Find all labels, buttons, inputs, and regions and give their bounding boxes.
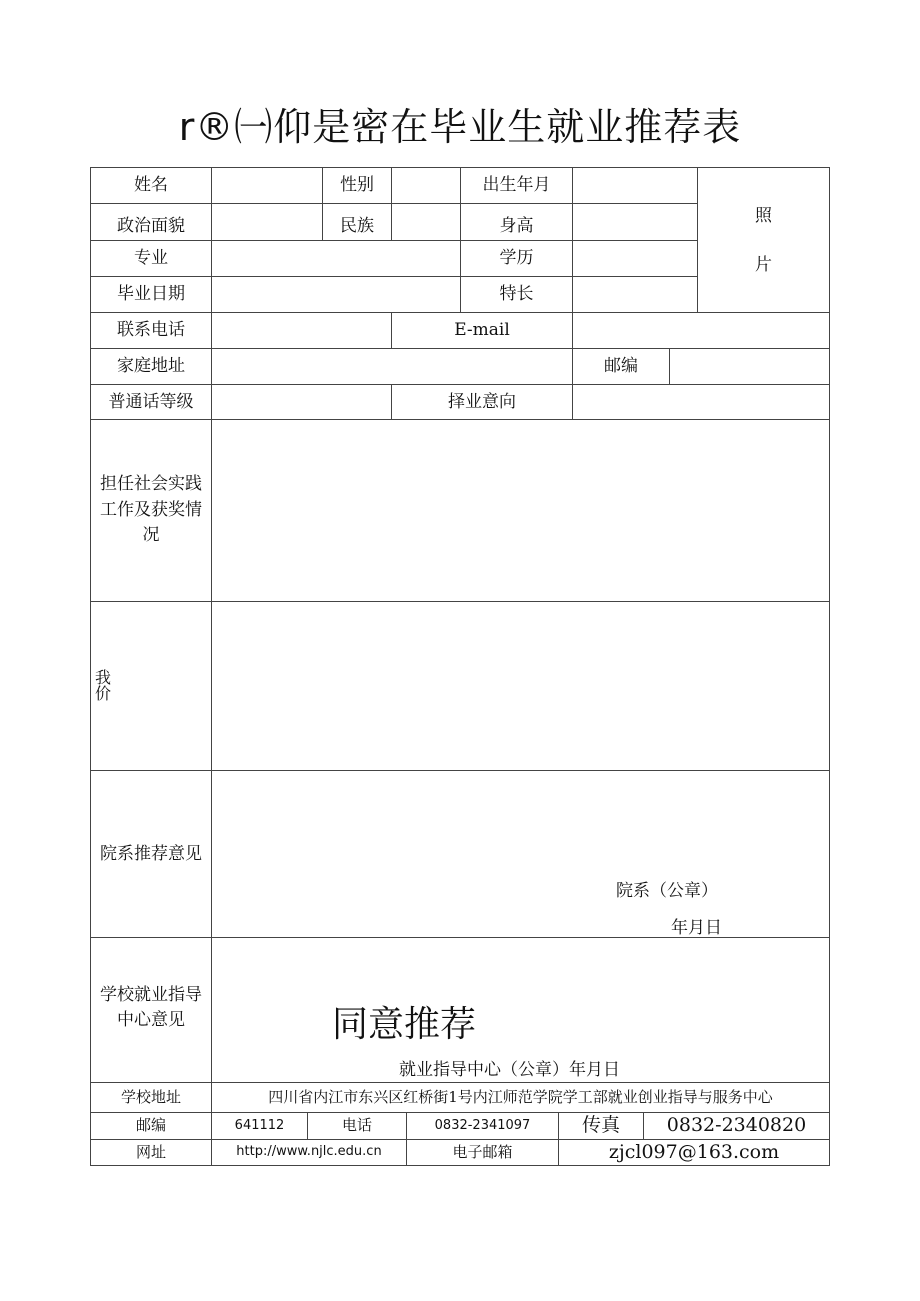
mandarin-label-text: 普通话等级 bbox=[108, 391, 194, 412]
major-label bbox=[90, 240, 212, 277]
education-label bbox=[460, 240, 573, 277]
page-title: r®㈠仰是密在毕业生就业推荐表 bbox=[178, 105, 742, 149]
school-postcode-value-text: 641112 bbox=[234, 1117, 285, 1133]
specialty-field[interactable] bbox=[572, 276, 698, 313]
school-mail-label-text: 电子邮箱 bbox=[452, 1142, 513, 1161]
practice-label bbox=[90, 419, 212, 602]
school-fax-label-text: 传真 bbox=[581, 1114, 620, 1137]
self-eval-label bbox=[90, 601, 212, 771]
school-mail-value[interactable] bbox=[558, 1139, 830, 1166]
dept-opinion-field[interactable] bbox=[211, 770, 830, 938]
school-postcode-value bbox=[211, 1112, 308, 1140]
dept-date: 年月日 bbox=[671, 918, 722, 938]
school-website-label-text: 网址 bbox=[135, 1142, 166, 1161]
birth-label bbox=[460, 167, 573, 204]
grad-date-label-text: 毕业日期 bbox=[117, 284, 185, 305]
school-website-link[interactable]: http://www.njlc.edu.cn bbox=[236, 1144, 382, 1160]
school-address-label-text: 学校地址 bbox=[120, 1087, 181, 1106]
height-field[interactable] bbox=[572, 203, 698, 241]
school-address-value-text: 四川省内江市东兴区红桥街1号内江师范学院学工部就业创业指导与服务中心 bbox=[268, 1087, 773, 1106]
practice-label-1: 担任社会实践 bbox=[100, 474, 202, 495]
center-opinion-label-1: 学校就业指导 bbox=[100, 984, 202, 1005]
postcode-label-text: 邮编 bbox=[604, 356, 638, 377]
practice-field[interactable] bbox=[211, 419, 830, 602]
school-fax-value bbox=[643, 1112, 830, 1140]
school-mail-label bbox=[406, 1139, 559, 1166]
school-postcode-label bbox=[90, 1112, 212, 1140]
center-stamp: 就业指导中心（公章）年月日 bbox=[399, 1060, 620, 1080]
major-label-text: 专业 bbox=[134, 248, 168, 269]
postcode-label bbox=[572, 348, 670, 385]
photo-placeholder bbox=[755, 204, 772, 277]
photo-label-2: 片 bbox=[755, 254, 772, 275]
postcode-field[interactable] bbox=[669, 348, 830, 385]
center-opinion-label-2: 中心意见 bbox=[117, 1010, 185, 1030]
political-field[interactable] bbox=[211, 203, 323, 241]
school-address-label bbox=[90, 1082, 212, 1113]
phone-field[interactable] bbox=[211, 312, 392, 349]
education-field[interactable] bbox=[572, 240, 698, 277]
school-postcode-label-text: 邮编 bbox=[135, 1116, 166, 1135]
photo-box[interactable] bbox=[697, 167, 830, 313]
school-website-label bbox=[90, 1139, 212, 1166]
gender-label-text: 性别 bbox=[340, 175, 374, 196]
center-opinion-label bbox=[90, 937, 212, 1083]
mandarin-label bbox=[90, 384, 212, 420]
dept-stamp: 院系（公章） bbox=[616, 881, 718, 901]
home-address-label bbox=[90, 348, 212, 385]
approve-text: 同意推荐 bbox=[332, 1004, 477, 1045]
dept-opinion-label-text: 院系推荐意见 bbox=[100, 843, 202, 864]
specialty-label-text: 特长 bbox=[499, 284, 534, 305]
self-eval-label-2: 价 bbox=[95, 684, 112, 703]
name-field[interactable] bbox=[211, 167, 323, 204]
self-eval-text bbox=[95, 670, 111, 702]
height-label-text: 身高 bbox=[499, 215, 534, 236]
email-label bbox=[391, 312, 573, 349]
career-intent-label-text: 择业意向 bbox=[448, 391, 516, 412]
political-label bbox=[90, 203, 212, 241]
education-label-text: 学历 bbox=[499, 248, 534, 269]
gender-label bbox=[322, 167, 392, 204]
phone-label-text: 联系电话 bbox=[117, 320, 185, 341]
school-mail-link[interactable]: zjcl097@163.com bbox=[608, 1140, 780, 1163]
gender-field[interactable] bbox=[391, 167, 461, 204]
dept-opinion-label bbox=[90, 770, 212, 938]
school-tel-value bbox=[406, 1112, 559, 1140]
height-label bbox=[460, 203, 573, 241]
self-eval-label-1: 我 bbox=[95, 668, 112, 687]
name-label-text: 姓名 bbox=[134, 175, 168, 196]
career-intent-field[interactable] bbox=[572, 384, 830, 420]
photo-label-1: 照 bbox=[755, 206, 772, 226]
major-field[interactable] bbox=[211, 240, 461, 277]
school-website-value[interactable] bbox=[211, 1139, 407, 1166]
school-tel-label-text: 电话 bbox=[341, 1116, 372, 1135]
name-label bbox=[90, 167, 212, 204]
ethnicity-label-text: 民族 bbox=[340, 215, 374, 236]
specialty-label bbox=[460, 276, 573, 313]
home-address-field[interactable] bbox=[211, 348, 573, 385]
school-address-value bbox=[211, 1082, 830, 1113]
home-address-label-text: 家庭地址 bbox=[117, 356, 185, 377]
political-label-text: 政治面貌 bbox=[117, 215, 185, 236]
email-field[interactable] bbox=[572, 312, 830, 349]
birth-field[interactable] bbox=[572, 167, 698, 204]
school-fax-label bbox=[558, 1112, 644, 1140]
school-tel-value-text: 0832-2341097 bbox=[434, 1117, 531, 1133]
ethnicity-field[interactable] bbox=[391, 203, 461, 241]
grad-date-label bbox=[90, 276, 212, 313]
self-eval-field[interactable] bbox=[211, 601, 830, 771]
ethnicity-label bbox=[322, 203, 392, 241]
email-label-text: E-mail bbox=[454, 320, 510, 341]
career-intent-label bbox=[391, 384, 573, 420]
grad-date-field[interactable] bbox=[211, 276, 461, 313]
practice-label-3: 况 bbox=[142, 525, 160, 546]
school-fax-value-text: 0832-2340820 bbox=[666, 1114, 807, 1137]
school-tel-label bbox=[307, 1112, 407, 1140]
practice-label-2: 工作及获奖情 bbox=[100, 499, 202, 520]
birth-label-text: 出生年月 bbox=[482, 175, 551, 196]
phone-label bbox=[90, 312, 212, 349]
mandarin-field[interactable] bbox=[211, 384, 392, 420]
